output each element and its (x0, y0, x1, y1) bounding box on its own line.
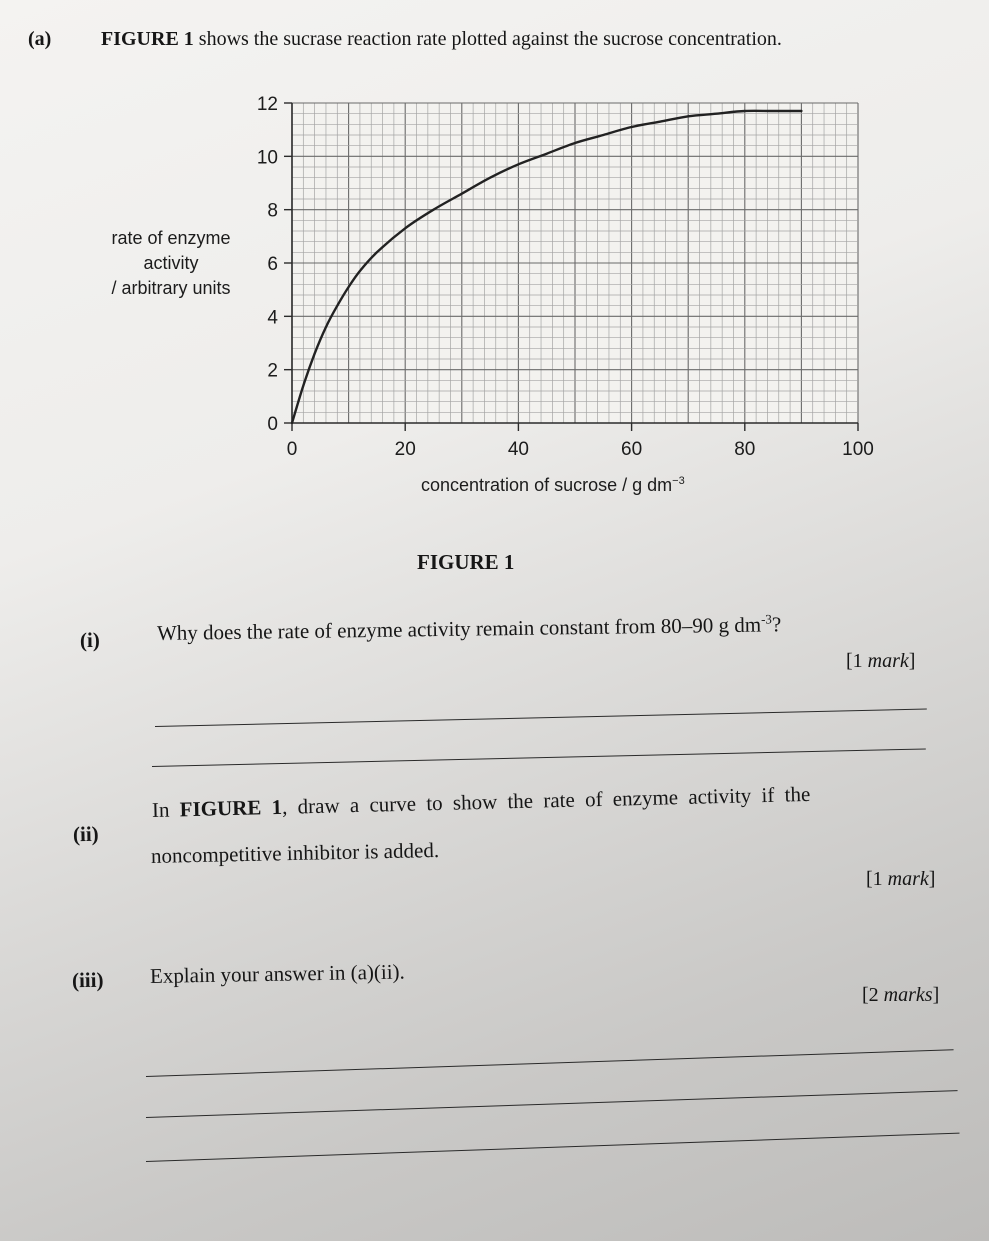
x-tick-label: 40 (507, 439, 529, 460)
part-ii-question-line-1 (152, 782, 811, 823)
question-intro-text: shows the sucrase reaction rate plotted against the sucrose concentration. (193, 28, 782, 50)
part-ii-figure-reference: FIGURE 1 (179, 794, 283, 822)
y-axis-label (96, 226, 246, 301)
part-i-text-end: ? (771, 612, 782, 637)
part-iii-label: (iii) (71, 967, 104, 993)
part-i-label: (i) (79, 627, 100, 653)
part-ii-text-a: In (151, 797, 181, 822)
y-tick-label: 2 (267, 360, 278, 382)
x-tick-label: 20 (394, 439, 416, 460)
part-ii-marks: [1 mark] (866, 868, 936, 890)
part-iii-answer-line-2[interactable] (146, 1090, 958, 1118)
x-tick-label: 60 (621, 439, 643, 460)
y-tick-label: 8 (267, 200, 278, 222)
part-ii-question-line-2: noncompetitive inhibitor is added. (150, 837, 440, 868)
part-iii-question: Explain your answer in (a)(ii). (149, 959, 406, 988)
x-tick-label: 80 (734, 439, 756, 460)
x-axis-label (421, 475, 685, 496)
y-tick-label: 6 (267, 254, 278, 275)
y-tick-label: 12 (256, 94, 278, 115)
part-ii-label: (ii) (72, 821, 99, 847)
chart-grid (292, 103, 858, 423)
part-iii-answer-line-1[interactable] (146, 1049, 954, 1077)
part-iii-answer-line-3[interactable] (146, 1133, 960, 1162)
x-axis-label-superscript: −3 (672, 475, 685, 487)
part-i-question (157, 611, 782, 646)
figure-reference: FIGURE 1 (101, 28, 194, 50)
figure-caption: FIGURE 1 (417, 550, 515, 574)
y-tick-label: 4 (267, 307, 278, 329)
part-i-marks: [1 mark] (846, 650, 916, 672)
part-ii-text-b: , draw a curve to show the rate of enzyme activity if the (281, 781, 811, 819)
part-label: (a) (28, 28, 52, 50)
part-i-superscript: -3 (760, 611, 772, 627)
part-i-answer-line-1[interactable] (155, 708, 927, 727)
x-tick-label: 0 (286, 439, 298, 460)
y-tick-label: 10 (256, 147, 278, 169)
y-axis-label-line-1: rate of enzyme (111, 228, 231, 248)
part-i-answer-line-2[interactable] (152, 748, 926, 767)
y-tick-label: 0 (267, 414, 278, 435)
part-iii-marks: [2 marks] (862, 984, 940, 1006)
x-tick-label: 100 (842, 439, 874, 460)
x-axis-label-text: concentration of sucrose / g dm (421, 475, 673, 495)
y-axis-label-line-3: / arbitrary units (111, 278, 231, 298)
part-i-text: Why does the rate of enzyme activity remain constant from 80–90 g dm (156, 612, 762, 645)
y-axis-label-line-2: activity (143, 253, 199, 273)
